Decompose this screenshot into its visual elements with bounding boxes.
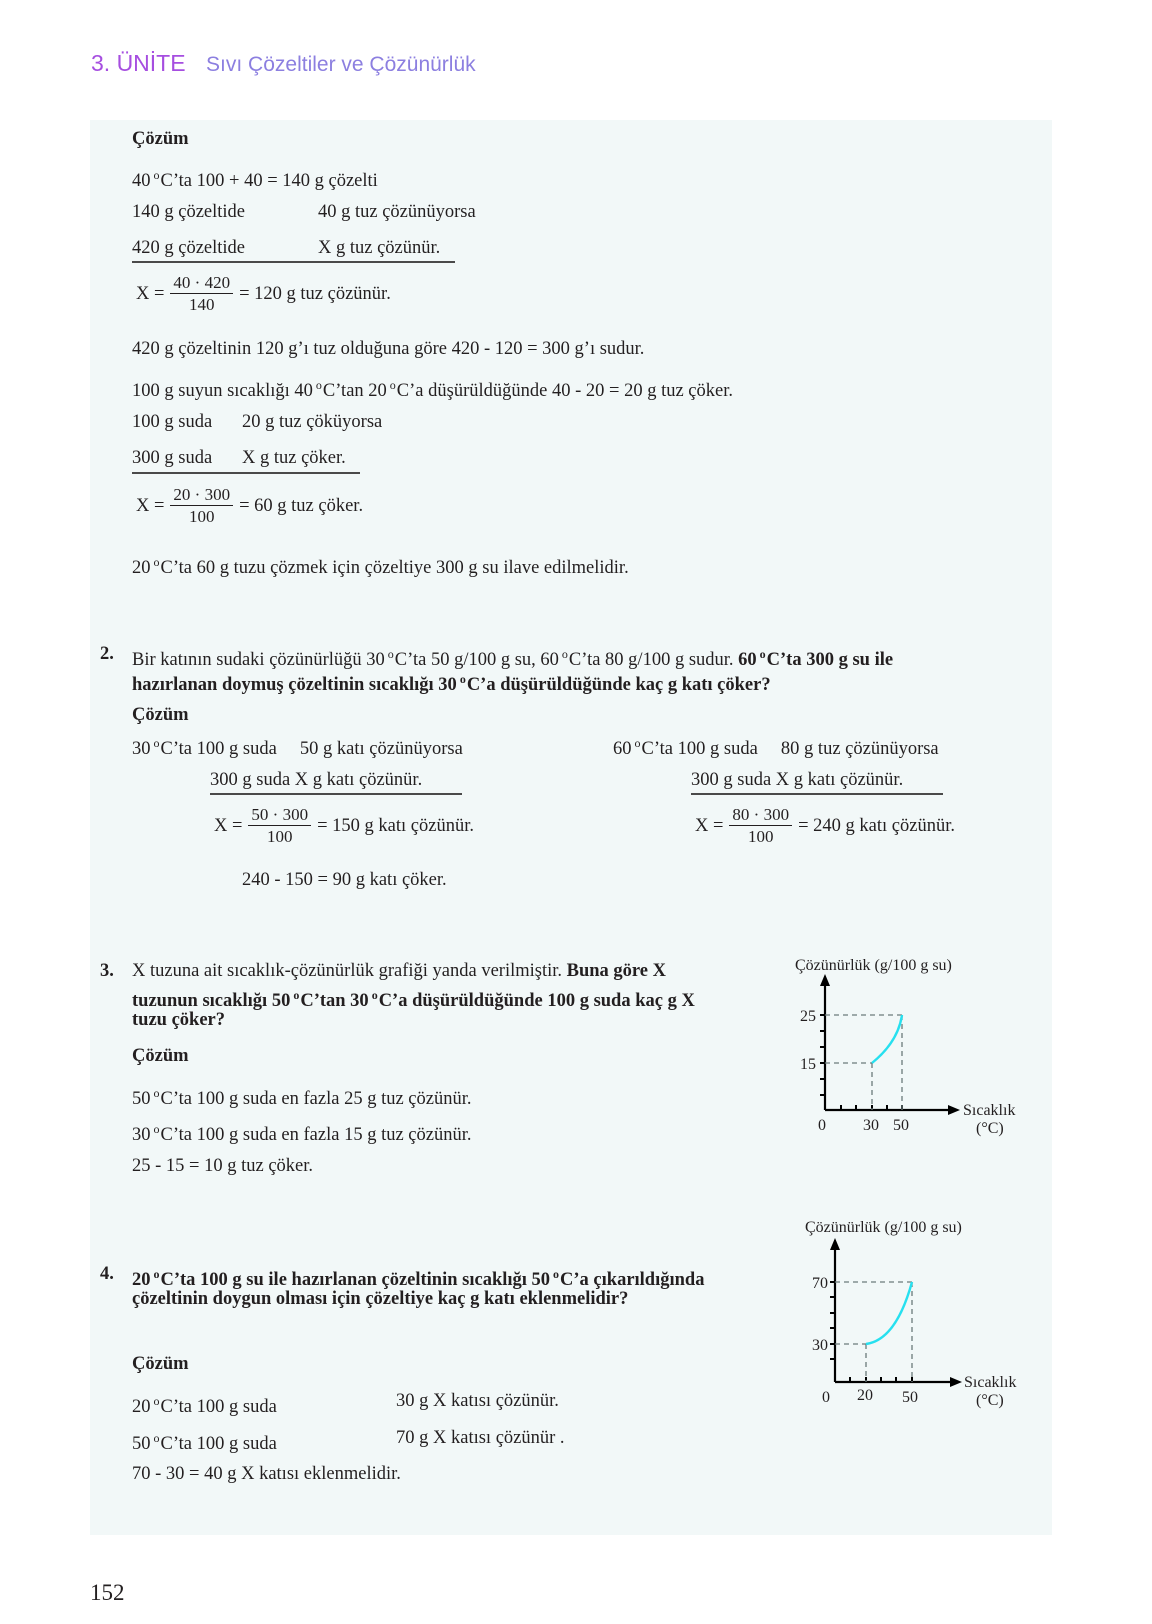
solution-heading: Çözüm [132, 129, 189, 149]
question-text: X tuzuna ait sıcaklık-çözünürlük grafiği yanda verilmiştir. Buna göre X [132, 961, 666, 981]
solution-heading: Çözüm [132, 1354, 189, 1374]
solution-line: 60 $^o$C’ta 100 g suda 80 g tuz çözünüyorsa [613, 736, 939, 759]
solution-line: 20 $^o$C’ta 60 g tuzu çözmek için çözeltiye 300 g su ilave edilmelidir. [132, 555, 629, 578]
divider-rule [132, 472, 360, 474]
divider-rule [691, 793, 943, 795]
question-number: 2. [100, 644, 114, 664]
equation: X = $\frac{80 \cdot 300}{100}$ = 240 g katı çözünür. [695, 805, 955, 846]
solution-line: 30 g X katısı çözünür. [396, 1391, 559, 1411]
unit-label: 3. ÜNİTE [91, 50, 186, 76]
svg-text:Sıcaklık: Sıcaklık [964, 1374, 1017, 1391]
proportion-right: X g tuz çöker. [242, 448, 346, 468]
equation: X = $\frac{40 \cdot 420}{140}$ = 120 g tuz çözünür. [136, 273, 391, 314]
proportion-left: 300 g suda [132, 448, 213, 468]
svg-text:Çözünürlük (g/100 g su): Çözünürlük (g/100 g su) [805, 1219, 962, 1236]
solution-heading: Çözüm [132, 705, 189, 725]
question-text: hazırlanan doymuş çözeltinin sıcaklığı 30 $^o$C’a düşürüldüğünde kaç g katı çöker? [132, 672, 771, 695]
svg-text:30: 30 [812, 1337, 828, 1354]
svg-text:25: 25 [800, 1008, 816, 1025]
page-header [91, 50, 476, 77]
solution-heading: Çözüm [132, 1046, 189, 1066]
solution-line: 20 $^o$C’ta 100 g suda [132, 1394, 277, 1417]
divider-rule [210, 793, 462, 795]
proportion-left: 420 g çözeltide [132, 238, 246, 258]
solution-line: 30 $^o$C’ta 100 g suda 50 g katı çözünüyorsa [132, 736, 463, 759]
solution-line: 420 g çözeltinin 120 g’ı tuz olduğuna göre 420 - 120 = 300 g’ı sudur. [132, 339, 645, 359]
svg-text:30: 30 [863, 1117, 879, 1134]
unit-title: Sıvı Çözeltiler ve Çözünürlük [206, 53, 476, 76]
solution-line: 50 $^o$C’ta 100 g suda [132, 1431, 277, 1454]
proportion-right: 20 g tuz çöküyorsa [242, 412, 383, 432]
solution-line: 30 $^o$C’ta 100 g suda en fazla 15 g tuz çözünür. [132, 1122, 472, 1145]
solution-line: 300 g suda X g katı çözünür. [691, 770, 904, 790]
solution-line: 100 g suyun sıcaklığı 40 $^o$C’tan 20 $^o$C’a düşürüldüğünde 40 - 20 = 20 g tuz çöker. [132, 378, 733, 401]
solutions-panel [90, 120, 1052, 1535]
solubility-chart-2 [790, 1210, 1060, 1420]
result-line: 70 - 30 = 40 g X katısı eklenmelidir. [132, 1464, 401, 1484]
proportion-right: 40 g tuz çözünüyorsa [318, 202, 476, 222]
equation: X = $\frac{20 \cdot 300}{100}$ = 60 g tuz çöker. [136, 485, 364, 526]
equation: X = $\frac{50 \cdot 300}{100}$ = 150 g katı çözünür. [214, 805, 474, 846]
question-text: Bir katının sudaki çözünürlüğü 30 $^o$C’ta 50 g/100 g su, 60 $^o$C’ta 80 g/100 g sudur. 60 $^o$C’ta 300 g su ile [132, 647, 894, 670]
solubility-chart-1 [780, 950, 1050, 1150]
svg-text:20: 20 [857, 1387, 873, 1404]
proportion-left: 140 g çözeltide [132, 202, 246, 222]
result-line: 240 - 150 = 90 g katı çöker. [242, 870, 447, 890]
proportion-right: X g tuz çözünür. [318, 238, 441, 258]
question-text: 20 $^o$C’ta 100 g su ile hazırlanan çözeltinin sıcaklığı 50 $^o$C’a çıkarıldığında [132, 1267, 705, 1290]
svg-text:(°C): (°C) [976, 1120, 1004, 1137]
solution-line: 40 $^o$C’ta 100 + 40 = 140 g çözelti [132, 168, 378, 191]
svg-text:(°C): (°C) [976, 1392, 1004, 1409]
svg-text:15: 15 [800, 1056, 816, 1073]
svg-text:Çözünürlük (g/100 g su): Çözünürlük (g/100 g su) [795, 957, 952, 974]
svg-text:0: 0 [818, 1117, 826, 1134]
page-number: 152 [90, 1580, 125, 1605]
svg-text:50: 50 [902, 1389, 918, 1406]
svg-text:0: 0 [822, 1389, 830, 1406]
svg-text:50: 50 [893, 1117, 909, 1134]
proportion-left: 100 g suda [132, 412, 213, 432]
svg-text:Sıcaklık: Sıcaklık [963, 1102, 1016, 1119]
solution-line: 300 g suda X g katı çözünür. [210, 770, 423, 790]
solution-line: 70 g X katısı çözünür . [396, 1428, 565, 1448]
question-text: tuzunun sıcaklığı 50 $^o$C’tan 30 $^o$C’a düşürüldüğünde 100 g suda kaç g X [132, 988, 695, 1011]
question-number: 4. [100, 1264, 114, 1284]
divider-rule [132, 261, 455, 263]
question-text: çözeltinin doygun olması için çözeltiye kaç g katı eklenmelidir? [132, 1289, 629, 1309]
result-line: 25 - 15 = 10 g tuz çöker. [132, 1156, 314, 1176]
solution-line: 50 $^o$C’ta 100 g suda en fazla 25 g tuz çözünür. [132, 1086, 472, 1109]
svg-text:70: 70 [812, 1275, 828, 1292]
question-text: tuzu çöker? [132, 1010, 225, 1030]
question-number: 3. [100, 961, 114, 981]
